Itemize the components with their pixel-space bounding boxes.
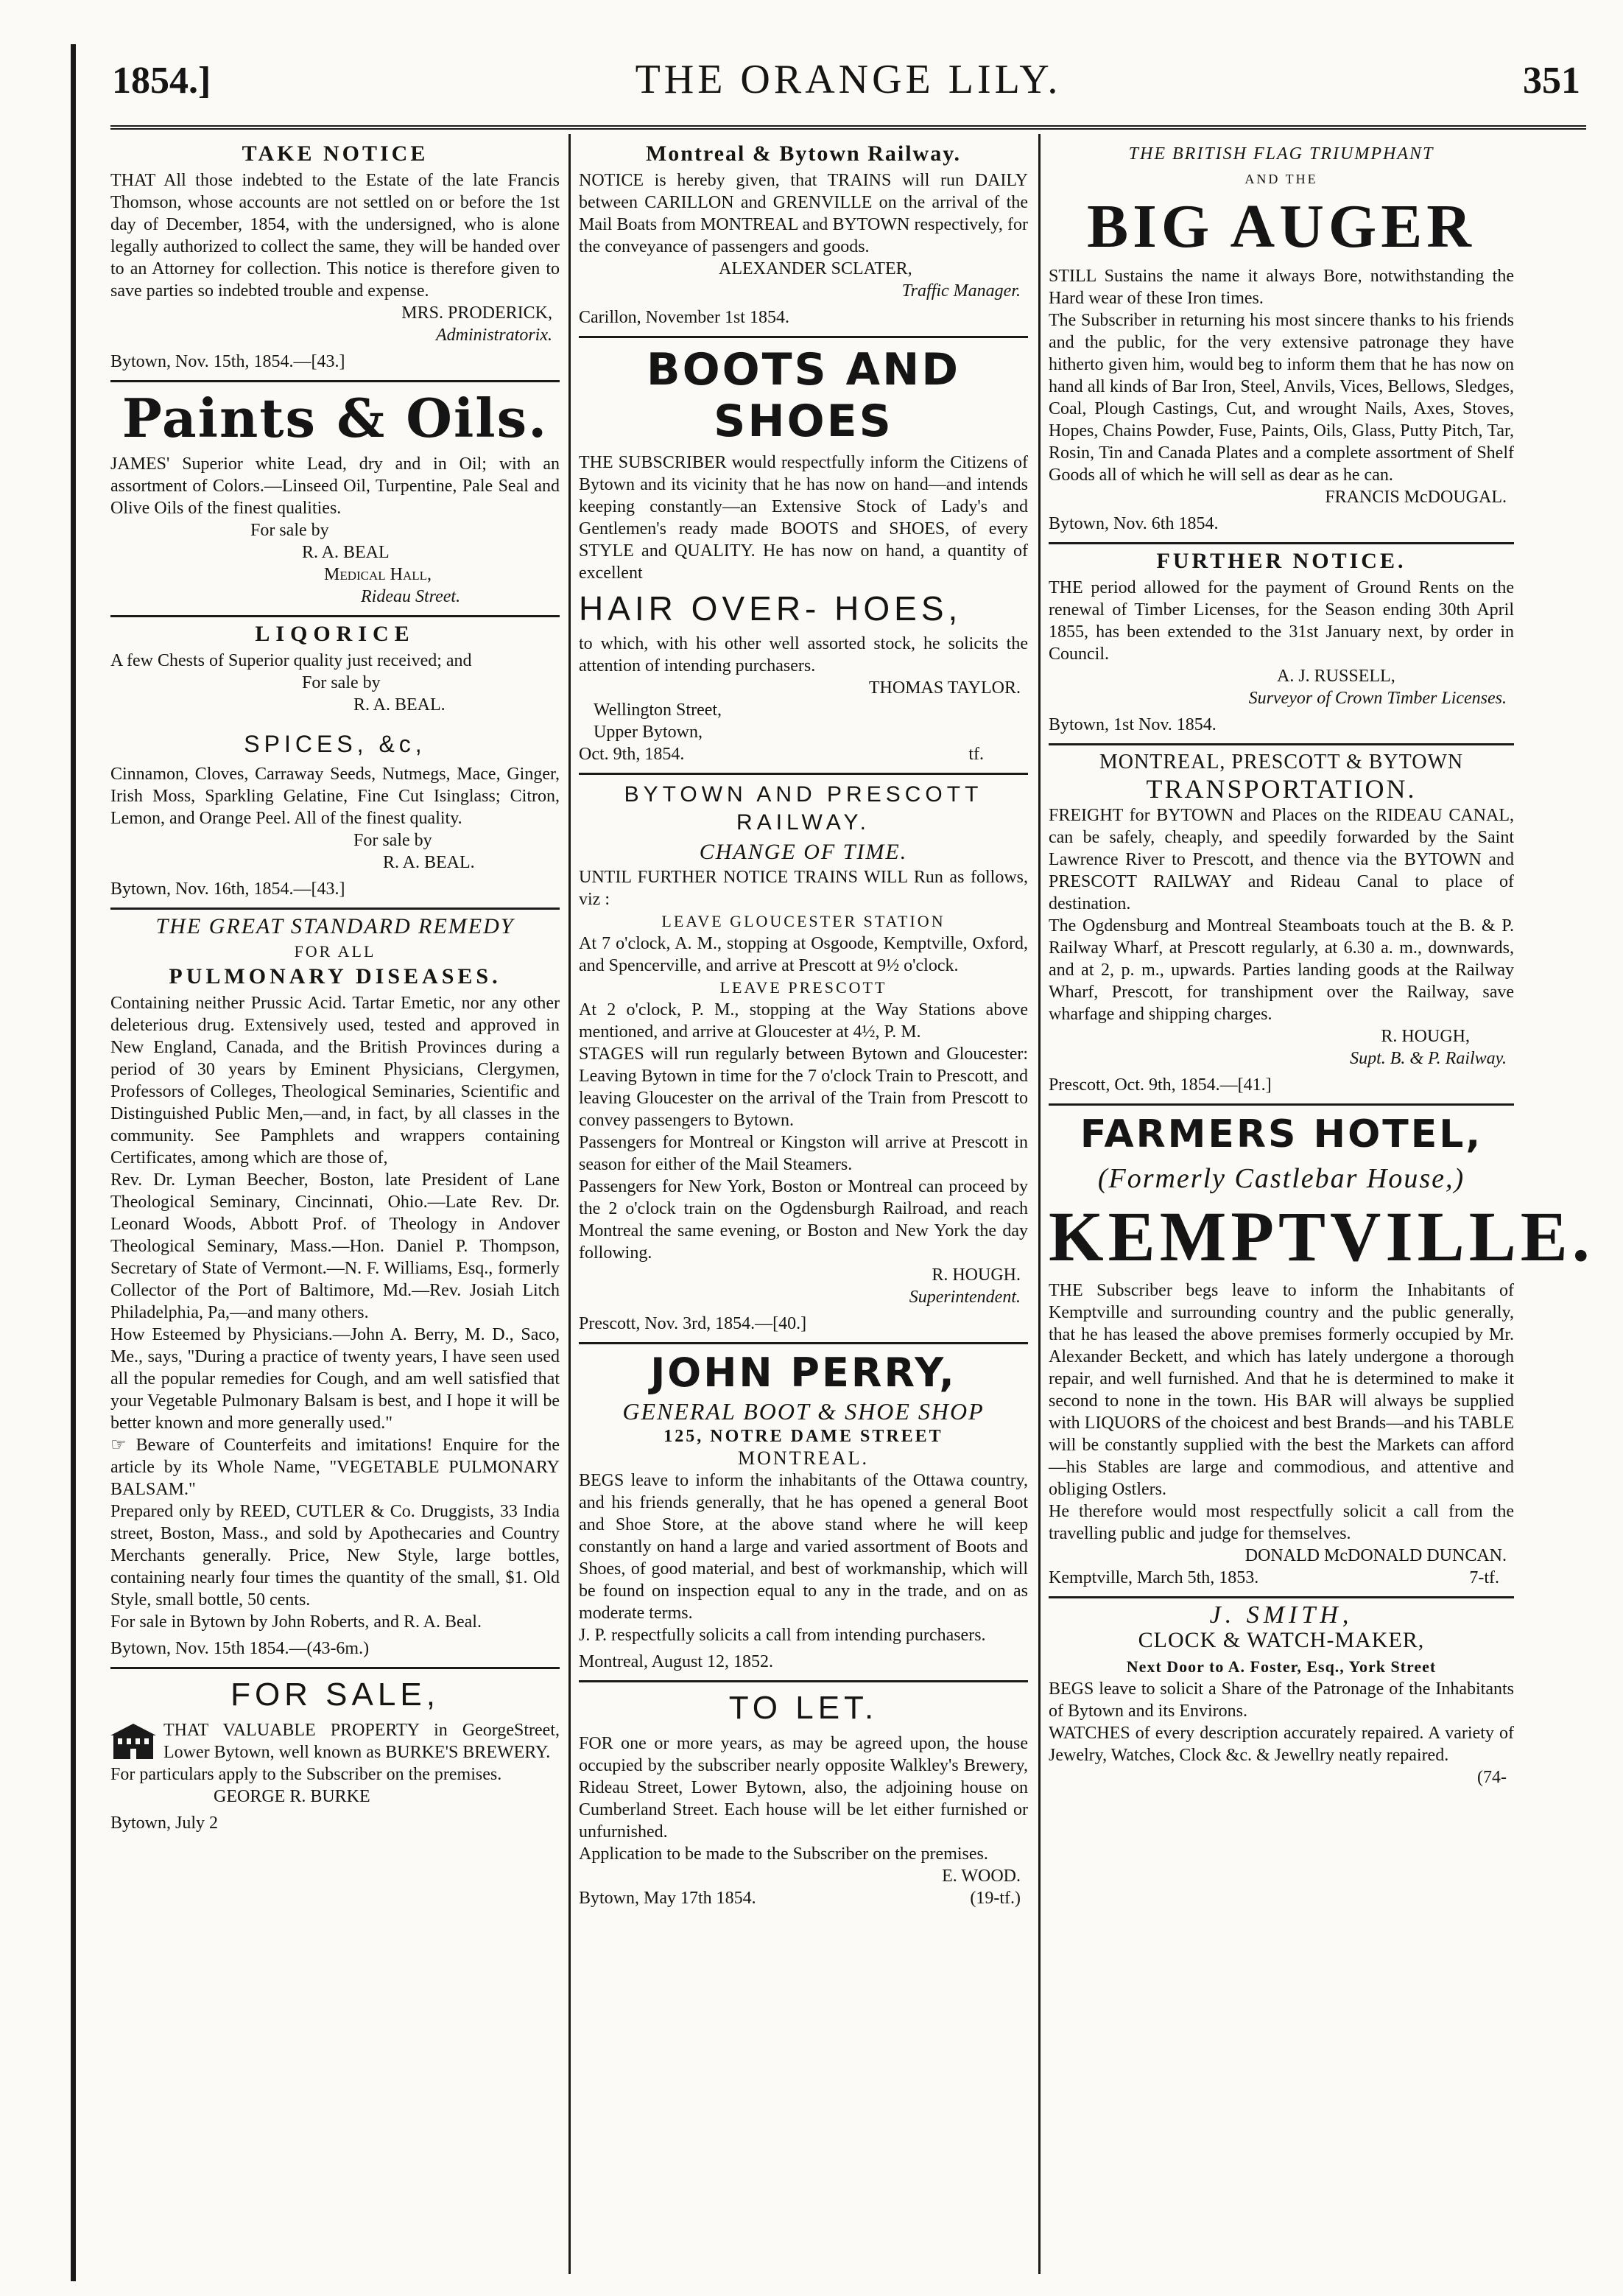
- ad-signature-title: Superintendent.: [909, 1288, 1021, 1307]
- ad-paragraph: He therefore would most respectfully solicit a call from the travelling public and judge for themselves.: [1049, 1502, 1514, 1543]
- ad-body: NOTICE is hereby given, that TRAINS will run DAILY between CARILLON and GRENVILLE on the arrival of the Mail Boats from MONTREAL and BYTOWN respectively, for the conveyance of passengers and goods.: [579, 171, 1028, 256]
- ad-body-2: For particulars apply to the Subscriber on the premises.: [110, 1765, 502, 1784]
- ad-signature: MRS. PRODERICK,: [401, 303, 552, 323]
- ad-spices: [110, 723, 560, 910]
- ad-john-perry: [579, 1344, 1028, 1682]
- ad-body: THAT All those indebted to the Estate of the late Francis Thomson, whose accounts are not settled on or before the 1st day of December, 1854, with the undersigned, who is alone legally authorized to collect the same, they will be handed over to an Attorney for collection. This notice is therefore given to save parties so indebted trouble and expense.: [110, 171, 560, 301]
- ad-for-sale-by: For sale by: [302, 673, 381, 692]
- ad-body: FOR one or more years, as may be agreed upon, the house occupied by the subscriber nearly opposite Walkley's Brewery, Rideau Street, Lower Bytown, also, the adjoining house on Cumberland Street. Each house will be let either furnished or unfurnished.: [579, 1734, 1028, 1842]
- ad-heading: FARMERS HOTEL,: [1080, 1112, 1483, 1156]
- ad-heading: BYTOWN AND PRESCOTT RAILWAY.: [624, 782, 983, 835]
- ad-dateline: Carillon, November 1st 1854.: [579, 308, 789, 327]
- ad-subheading: FOR ALL: [294, 942, 376, 961]
- ad-body: BEGS leave to inform the inhabitants of the Ottawa country, and his friends generally, that he has opened a general Boot and Shoe Store, at the above stand where he will keep constantly on hand a large and varied assortment of Boots and Shoes, of good material, and best of workmanship, which will be found on inspection equal to any in the trade, and on as moderate terms.: [579, 1471, 1028, 1623]
- ad-paragraph: Rev. Dr. Lyman Beecher, Boston, late President of Lane Theological Seminary, Cincinnati, Ohio.—Late Rev. Dr. Leonard Woods, Abbott Prof. of Theology in Andover Theological Seminary, Mass.—Hon. Daniel P. Thompson, Secretary of State of Vermont.—N. F. Williams, Esq., formerly Collector of the Port of Baltimore, Md.—Rev. Josiah Litch Philadelphia, Pa,—and many others.: [110, 1170, 560, 1322]
- ad-paints-oils: [110, 382, 560, 617]
- ad-body-2: J. P. respectfully solicits a call from intending purchasers.: [579, 1626, 986, 1645]
- ad-code: (19-tf.): [970, 1889, 1021, 1908]
- ad-signature: FRANCIS McDOUGAL.: [1325, 488, 1507, 507]
- column-2: [579, 137, 1028, 2281]
- ad-seller: R. A. BEAL.: [383, 853, 475, 872]
- ad-paragraph: THE Subscriber begs leave to inform the Inhabitants of Kemptville and surrounding country and the public generally, that he has leased the above premises formerly occupied by Mr. Alexander Beckett, and which has lately undergone a thorough repair, and well furnished. And that he is determined to make it second to none in the town. His BAR will always be supplied with LIQUORS of the choicest and best Brands—and his TABLE will be constantly supplied with the best the Markets can afford—his Stables are large and commodious, and attentive and obliging Ostlers.: [1049, 1281, 1514, 1499]
- ad-date: Kemptville, March 5th, 1853.: [1049, 1568, 1259, 1587]
- ad-signature-title: Administratorix.: [435, 326, 552, 345]
- ad-dateline: [1049, 1567, 1514, 1589]
- page-number: 351: [1523, 60, 1580, 102]
- ad-dateline: Montreal, August 12, 1852.: [579, 1652, 773, 1671]
- page-header: [110, 53, 1586, 112]
- ad-dateline: Prescott, Nov. 3rd, 1854.—[40.]: [579, 1314, 807, 1333]
- ad-paragraph: At 2 o'clock, P. M., stopping at the Way Stations above mentioned, and arrive at Gloucester at 4½, P. M.: [579, 1000, 1028, 1042]
- ad-paragraph: WATCHES of every description accurately repaired. A variety of Jewelry, Watches, Clock &c. & Jewellry neatly repaired.: [1049, 1724, 1514, 1765]
- ad-signature-title: Surveyor of Crown Timber Licenses.: [1248, 689, 1507, 708]
- ad-pulmonary-remedy: [110, 910, 560, 1669]
- ad-paragraph: How Esteemed by Physicians.—John A. Berry, M. D., Saco, Me., says, "During a practice of twenty years, I have seen used all the popular remedies for Cough, and am well satisfied that your Vegetable Pulmonary Balsam is best, and I hope it will be better known and more generally used.": [110, 1325, 560, 1433]
- ad-heading: THE GREAT STANDARD REMEDY: [155, 914, 515, 938]
- ad-paragraph: UNTIL FURTHER NOTICE TRAINS WILL Run as follows, viz :: [579, 868, 1028, 909]
- ad-further-notice: [1049, 544, 1514, 745]
- header-year: 1854.]: [112, 60, 211, 102]
- column-1: [110, 137, 560, 2281]
- ad-body: THE period allowed for the payment of Ground Rents on the renewal of Timber Licenses, for the Season ending 30th April 1855, has been extended to the 31st January next, by order in Council.: [1049, 578, 1514, 664]
- ad-code: (74-: [1477, 1768, 1507, 1787]
- ad-paragraph: BEGS leave to solicit a Share of the Patronage of the Inhabitants of Bytown and its Environs.: [1049, 1679, 1514, 1721]
- ad-paragraph: Passengers for New York, Boston or Montreal can proceed by the 2 o'clock train on the Ogdensburgh Railroad, and reach Montreal the same evening, or Boston and New York the day following.: [579, 1177, 1028, 1263]
- column-rule-2: [1038, 134, 1041, 2274]
- header-rule: [110, 125, 1586, 130]
- ad-boots-shoes: [579, 338, 1028, 775]
- ad-dateline: [579, 1887, 1028, 1909]
- ad-paragraph: Passengers for Montreal or Kingston will arrive at Prescott in season for either of the Mail Steamers.: [579, 1133, 1028, 1174]
- ad-body-2: to which, with his other well assorted stock, he solicits the attention of intending purchasers.: [579, 634, 1028, 675]
- ad-dateline: [579, 743, 1028, 765]
- ad-address-1: Wellington Street,: [594, 701, 722, 720]
- ad-town: KEMPTVILLE.: [1049, 1197, 1594, 1276]
- ad-dateline: Bytown, Nov. 16th, 1854.—[43.]: [110, 880, 345, 899]
- ad-address: Next Door to A. Foster, Esq., York Street: [1126, 1657, 1437, 1676]
- ad-paragraph: STILL Sustains the name it always Bore, notwithstanding the Hard wear of these Iron times.: [1049, 267, 1514, 308]
- ad-body: JAMES' Superior white Lead, dry and in Oil; with an assortment of Colors.—Linseed Oil, Turpentine, Pale Seal and Olive Oils of the finest qualities.: [110, 454, 560, 518]
- ad-dateline: Bytown, Nov. 6th 1854.: [1049, 514, 1219, 533]
- column-rule-1: [568, 134, 571, 2274]
- ad-heading: LIQORICE: [255, 622, 415, 646]
- ad-dateline: Bytown, Nov. 15th 1854.—(43-6m.): [110, 1639, 370, 1658]
- ad-signature-title: Traffic Manager.: [901, 281, 1021, 301]
- ad-transportation: [1049, 745, 1514, 1106]
- ad-montreal-bytown-railway: [579, 137, 1028, 338]
- ad-for-sale-by: For sale by: [353, 831, 432, 850]
- ad-heading-2: TRANSPORTATION.: [1146, 774, 1417, 804]
- ad-signature: E. WOOD.: [942, 1867, 1021, 1886]
- ad-for-sale-by: For sale by: [250, 521, 329, 540]
- ad-heading: TO LET.: [728, 1690, 879, 1726]
- ad-paragraph: Prepared only by REED, CUTLER & Co. Druggists, 33 India street, Boston, Mass., and sold by Apothecaries and Country Merchants generally. Price, New Style, large bottles, containing nearly four times the quantity of the small, $1. Old Style, small bottle, 50 cents.: [110, 1502, 560, 1609]
- ad-heading: Montreal & Bytown Railway.: [645, 141, 962, 166]
- ad-subheading: CHANGE OF TIME.: [699, 840, 908, 864]
- ad-dateline: Bytown, July 2: [110, 1814, 219, 1833]
- ad-for-sale: [110, 1669, 560, 1842]
- ad-schedule-line: LEAVE PRESCOTT: [719, 978, 887, 997]
- ad-paragraph: The Subscriber in returning his most sincere thanks to his friends and the public, for the very extensive patronage they have hitherto given him, would beg to inform them that he has now on hand all kinds of Bar Iron, Steel, Anvils, Vices, Bellows, Sledges, Coal, Plough Castings, Cut, and wrought Nails, Axes, Stoves, Hopes, Chains Powder, Fuse, Paints, Oils, Glass, Putty Pitch, Tar, Rosin, Tin and Canada Plates and a complete assortment of Shelf Goods all of which he will sell as dear as he can.: [1049, 311, 1514, 485]
- ad-subheading: (Formerly Castlebar House,): [1097, 1163, 1465, 1194]
- ad-date: Bytown, May 17th 1854.: [579, 1889, 756, 1908]
- masthead-title: THE ORANGE LILY.: [635, 57, 1062, 102]
- ad-kicker-and: AND THE: [1244, 172, 1318, 186]
- ad-big-auger: [1049, 137, 1514, 544]
- ad-place-street: Rideau Street.: [361, 587, 461, 606]
- ad-date: Oct. 9th, 1854.: [579, 745, 685, 764]
- ad-body: Cinnamon, Cloves, Carraway Seeds, Nutmegs, Mace, Ginger, Irish Moss, Sparkling Gelatine, Fine Cut Isinglass; Citron, Lemon, and Orange Peel. All of the finest quality.: [110, 765, 560, 828]
- ad-subheading: GENERAL BOOT & SHOE SHOP: [622, 1398, 985, 1425]
- ad-seller: R. A. BEAL.: [353, 695, 446, 715]
- ad-heading: FOR SALE,: [230, 1677, 440, 1713]
- ad-heading: J. SMITH,: [1209, 1601, 1353, 1629]
- ad-signature: GEORGE R. BURKE: [214, 1787, 370, 1806]
- ad-signature: A. J. RUSSELL,: [1277, 667, 1395, 686]
- ad-kicker: THE BRITISH FLAG TRIUMPHANT: [1128, 144, 1434, 164]
- ad-dateline: Bytown, 1st Nov. 1854.: [1049, 715, 1217, 734]
- ad-bytown-prescott-railway: [579, 775, 1028, 1344]
- ad-paragraph: Containing neither Prussic Acid. Tartar Emetic, nor any other deleterious drug. Extensively used, tested and approved in New England, Canada, and the British Provinces during a period of 30 years by Eminent Physicians, Clergymen, Professors of Colleges, Theological Seminaries, Scientific and Distinguished Public Men,—and, in fact, by all classes in the community. See Pamphlets and wrappers containing Certificates, among which are those of,: [110, 994, 560, 1168]
- ad-body: A few Chests of Superior quality just received; and: [110, 651, 472, 670]
- ad-heading: BIG AUGER: [1087, 192, 1476, 261]
- ad-paragraph: At 7 o'clock, A. M., stopping at Osgoode, Kemptville, Oxford, and Spencerville, and arrive at Prescott at 9½ o'clock.: [579, 934, 1028, 975]
- ad-signature: THOMAS TAYLOR.: [868, 678, 1021, 698]
- ad-signature: R. HOUGH,: [1381, 1027, 1470, 1046]
- ad-heading: MONTREAL, PRESCOTT & BYTOWN: [1099, 751, 1464, 773]
- ad-body-2: Application to be made to the Subscriber on the premises.: [579, 1844, 988, 1864]
- ad-heading-2: PULMONARY DISEASES.: [169, 964, 501, 989]
- ad-dateline: Bytown, Nov. 15th, 1854.—[43.]: [110, 352, 345, 371]
- ad-dateline: Prescott, Oct. 9th, 1854.—[41.]: [1049, 1075, 1272, 1095]
- ad-schedule-line: LEAVE GLOUCESTER STATION: [661, 912, 946, 930]
- ad-heading: Paints & Oils.: [122, 387, 549, 449]
- ad-j-smith: [1049, 1598, 1514, 1796]
- ad-to-let: [579, 1682, 1028, 1917]
- ad-heading: SPICES, &c,: [244, 731, 426, 757]
- ad-paragraph: For sale in Bytown by John Roberts, and R. A. Beal.: [110, 1612, 482, 1632]
- ad-code: tf.: [968, 745, 984, 764]
- ad-signature: R. HOUGH.: [932, 1265, 1021, 1285]
- ad-address: 125, NOTRE DAME STREET: [663, 1427, 943, 1446]
- binding-margin-rule: [71, 44, 76, 2281]
- ad-city: MONTREAL.: [738, 1447, 869, 1469]
- ad-signature: DONALD McDONALD DUNCAN.: [1244, 1546, 1507, 1565]
- ad-body: THE SUBSCRIBER would respectfully inform the Citizens of Bytown and its vicinity that he has now on hand—and intends keeping constantly—an Extensive Stock of Lady's and Gentlemen's ready made BOOTS and SHOES, of every STYLE and QUALITY. He has now on hand, a quantity of excellent: [579, 453, 1028, 583]
- ad-subheading: CLOCK & WATCH-MAKER,: [1138, 1628, 1425, 1652]
- ad-liquorice: [110, 617, 560, 723]
- ad-paragraph: The Ogdensburg and Montreal Steamboats touch at the B. & P. Railway Wharf, at Prescott regularly, at 6.30 a. m., downwards, and at 2, p. m., upwards. Parties landing goods at the Railway Wharf, Prescott, for transhipment over the Railway, save wharfage and shipping charges.: [1049, 916, 1514, 1024]
- ad-place: Medical Hall,: [324, 565, 432, 584]
- ad-paragraph: STAGES will run regularly between Bytown and Gloucester: Leaving Bytown in time for the 7 o'clock Train to Prescott, and leaving Gloucester on the arrival of the Train from Prescott to convey passengers to Bytown.: [579, 1045, 1028, 1130]
- ad-signature: ALEXANDER SCLATER,: [719, 259, 912, 278]
- ad-seller: R. A. BEAL: [302, 543, 390, 562]
- ad-heading: FURTHER NOTICE.: [1156, 549, 1407, 573]
- ad-heading: JOHN PERRY,: [650, 1349, 957, 1396]
- column-3: [1049, 137, 1594, 2281]
- ad-display-line: HAIR OVER- HOES,: [579, 589, 962, 628]
- ad-heading: BOOTS AND SHOES: [646, 344, 961, 447]
- ad-heading: TAKE NOTICE: [242, 141, 429, 166]
- ad-address-2: Upper Bytown,: [594, 723, 703, 742]
- ad-paragraph: ☞ Beware of Counterfeits and imitations! Enquire for the article by its Whole Name, "VEGETABLE PULMONARY BALSAM.": [110, 1436, 560, 1499]
- ad-paragraph: FREIGHT for BYTOWN and Places on the RIDEAU CANAL, can be safely, cheaply, and speedily forwarded by the Saint Lawrence River to Prescott, and thence via the BYTOWN and PRESCOTT RAILWAY and Rideau Canal to place of destination.: [1049, 806, 1514, 913]
- ad-farmers-hotel: [1049, 1106, 1594, 1598]
- ad-signature-title: Supt. B. & P. Railway.: [1350, 1049, 1507, 1068]
- ad-body: THAT VALUABLE PROPERTY in GeorgeStreet, Lower Bytown, well known as BURKE'S BREWERY.: [163, 1721, 560, 1762]
- ad-code: 7-tf.: [1469, 1568, 1499, 1587]
- house-icon: [110, 1722, 156, 1760]
- ad-take-notice: [110, 137, 560, 382]
